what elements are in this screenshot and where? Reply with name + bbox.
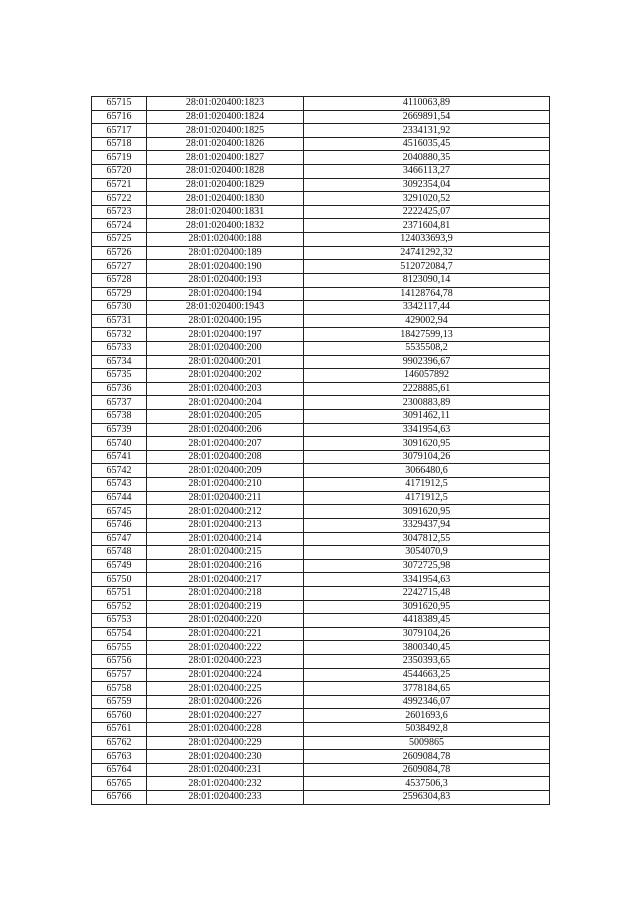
table-row [92,723,550,737]
table-row [92,137,550,151]
cadastral-number-cell: 28:01:020400:221 [147,627,304,641]
table-row [92,396,550,410]
cadastral-number-cell: 28:01:020400:231 [147,763,304,777]
table-row [92,736,550,750]
cadastral-value-cell: 4418389,45 [304,614,550,628]
cadastral-number-cell: 28:01:020400:218 [147,586,304,600]
row-number-cell: 65754 [92,627,147,641]
row-number-cell: 65741 [92,450,147,464]
table-row [92,668,550,682]
cadastral-value-cell: 2242715,48 [304,586,550,600]
cadastral-number-cell: 28:01:020400:189 [147,246,304,260]
cadastral-number-cell: 28:01:020400:222 [147,641,304,655]
table-row [92,682,550,696]
cadastral-number-cell: 28:01:020400:212 [147,505,304,519]
cadastral-value-cell: 9902396,67 [304,355,550,369]
cadastral-value-cell: 3291020,52 [304,192,550,206]
table-row [92,246,550,260]
cadastral-number-cell: 28:01:020400:205 [147,410,304,424]
row-number-cell: 65728 [92,273,147,287]
cadastral-value-cell: 2609084,78 [304,763,550,777]
table-row [92,233,550,247]
table-row [92,124,550,138]
cadastral-value-table [91,96,550,805]
cadastral-value-cell: 3329437,94 [304,518,550,532]
cadastral-number-cell: 28:01:020400:200 [147,341,304,355]
cadastral-number-cell: 28:01:020400:201 [147,355,304,369]
row-number-cell: 65745 [92,505,147,519]
cadastral-value-cell: 2601693,6 [304,709,550,723]
cadastral-value-cell: 3072725,98 [304,559,550,573]
table-row [92,777,550,791]
cadastral-value-cell: 3091620,95 [304,437,550,451]
cadastral-number-cell: 28:01:020400:1831 [147,205,304,219]
cadastral-value-cell: 2669891,54 [304,110,550,124]
row-number-cell: 65723 [92,205,147,219]
cadastral-number-cell: 28:01:020400:217 [147,573,304,587]
table-row [92,791,550,805]
cadastral-number-cell: 28:01:020400:227 [147,709,304,723]
table-row [92,518,550,532]
table-row [92,301,550,315]
cadastral-number-cell: 28:01:020400:232 [147,777,304,791]
cadastral-number-cell: 28:01:020400:210 [147,478,304,492]
row-number-cell: 65749 [92,559,147,573]
row-number-cell: 65737 [92,396,147,410]
table-row [92,355,550,369]
cadastral-number-cell: 28:01:020400:208 [147,450,304,464]
row-number-cell: 65718 [92,137,147,151]
row-number-cell: 65720 [92,165,147,179]
row-number-cell: 65751 [92,586,147,600]
table-row [92,219,550,233]
cadastral-value-cell: 124033693,9 [304,233,550,247]
row-number-cell: 65738 [92,410,147,424]
cadastral-number-cell: 28:01:020400:202 [147,369,304,383]
table-row [92,437,550,451]
cadastral-value-cell: 3091620,95 [304,505,550,519]
table-row [92,178,550,192]
cadastral-value-cell: 3079104,26 [304,450,550,464]
row-number-cell: 65735 [92,369,147,383]
cadastral-number-cell: 28:01:020400:226 [147,695,304,709]
cadastral-value-cell: 3054070,9 [304,546,550,560]
cadastral-number-cell: 28:01:020400:195 [147,314,304,328]
cadastral-number-cell: 28:01:020400:229 [147,736,304,750]
row-number-cell: 65727 [92,260,147,274]
row-number-cell: 65753 [92,614,147,628]
row-number-cell: 65760 [92,709,147,723]
row-number-cell: 65764 [92,763,147,777]
table-row [92,600,550,614]
table-row [92,614,550,628]
row-number-cell: 65765 [92,777,147,791]
cadastral-number-cell: 28:01:020400:1823 [147,97,304,111]
cadastral-value-cell: 18427599,13 [304,328,550,342]
cadastral-number-cell: 28:01:020400:1829 [147,178,304,192]
row-number-cell: 65748 [92,546,147,560]
cadastral-number-cell: 28:01:020400:215 [147,546,304,560]
row-number-cell: 65756 [92,654,147,668]
table-row [92,369,550,383]
table-row [92,205,550,219]
row-number-cell: 65750 [92,573,147,587]
cadastral-value-cell: 3341954,63 [304,423,550,437]
cadastral-number-cell: 28:01:020400:1828 [147,165,304,179]
table-row [92,491,550,505]
cadastral-value-cell: 3092354,04 [304,178,550,192]
cadastral-number-cell: 28:01:020400:1826 [147,137,304,151]
row-number-cell: 65755 [92,641,147,655]
table-row [92,287,550,301]
table-row [92,192,550,206]
table-row [92,260,550,274]
cadastral-value-cell: 3091462,11 [304,410,550,424]
cadastral-number-cell: 28:01:020400:1827 [147,151,304,165]
cadastral-value-cell: 3066480,6 [304,464,550,478]
row-number-cell: 65766 [92,791,147,805]
row-number-cell: 65743 [92,478,147,492]
table-row [92,586,550,600]
row-number-cell: 65752 [92,600,147,614]
cadastral-value-cell: 4171912,5 [304,491,550,505]
cadastral-value-cell: 4544663,25 [304,668,550,682]
row-number-cell: 65731 [92,314,147,328]
row-number-cell: 65721 [92,178,147,192]
cadastral-value-cell: 2040880,35 [304,151,550,165]
table-row [92,341,550,355]
cadastral-value-cell: 3341954,63 [304,573,550,587]
cadastral-value-cell: 4992346,07 [304,695,550,709]
cadastral-number-cell: 28:01:020400:224 [147,668,304,682]
cadastral-number-cell: 28:01:020400:206 [147,423,304,437]
table-row [92,314,550,328]
table-row [92,423,550,437]
table-row [92,532,550,546]
cadastral-value-cell: 3800340,45 [304,641,550,655]
cadastral-value-cell: 2334131,92 [304,124,550,138]
row-number-cell: 65746 [92,518,147,532]
cadastral-value-cell: 4110063,89 [304,97,550,111]
row-number-cell: 65726 [92,246,147,260]
cadastral-number-cell: 28:01:020400:228 [147,723,304,737]
table-row [92,709,550,723]
cadastral-number-cell: 28:01:020400:225 [147,682,304,696]
cadastral-value-cell: 5535508,2 [304,341,550,355]
cadastral-value-cell: 146057892 [304,369,550,383]
row-number-cell: 65715 [92,97,147,111]
cadastral-value-cell: 3047812,55 [304,532,550,546]
cadastral-number-cell: 28:01:020400:214 [147,532,304,546]
cadastral-value-cell: 4516035,45 [304,137,550,151]
cadastral-value-cell: 24741292,32 [304,246,550,260]
row-number-cell: 65742 [92,464,147,478]
table-row [92,641,550,655]
table-row [92,573,550,587]
row-number-cell: 65736 [92,382,147,396]
row-number-cell: 65733 [92,341,147,355]
cadastral-value-cell: 5038492,8 [304,723,550,737]
cadastral-value-cell: 2596304,83 [304,791,550,805]
cadastral-number-cell: 28:01:020400:216 [147,559,304,573]
table-row [92,750,550,764]
table-row [92,505,550,519]
row-number-cell: 65744 [92,491,147,505]
cadastral-number-cell: 28:01:020400:1825 [147,124,304,138]
cadastral-number-cell: 28:01:020400:207 [147,437,304,451]
cadastral-number-cell: 28:01:020400:230 [147,750,304,764]
cadastral-number-cell: 28:01:020400:209 [147,464,304,478]
table-row [92,273,550,287]
table-row [92,151,550,165]
cadastral-number-cell: 28:01:020400:1830 [147,192,304,206]
cadastral-value-cell: 5009865 [304,736,550,750]
row-number-cell: 65734 [92,355,147,369]
cadastral-number-cell: 28:01:020400:220 [147,614,304,628]
row-number-cell: 65716 [92,110,147,124]
row-number-cell: 65719 [92,151,147,165]
table-row [92,695,550,709]
table-row [92,546,550,560]
cadastral-value-cell: 2222425,07 [304,205,550,219]
row-number-cell: 65730 [92,301,147,315]
cadastral-number-cell: 28:01:020400:197 [147,328,304,342]
row-number-cell: 65732 [92,328,147,342]
table-row [92,450,550,464]
cadastral-number-cell: 28:01:020400:1943 [147,301,304,315]
row-number-cell: 65762 [92,736,147,750]
cadastral-number-cell: 28:01:020400:233 [147,791,304,805]
cadastral-number-cell: 28:01:020400:213 [147,518,304,532]
row-number-cell: 65729 [92,287,147,301]
cadastral-value-cell: 3778184,65 [304,682,550,696]
row-number-cell: 65747 [92,532,147,546]
cadastral-number-cell: 28:01:020400:223 [147,654,304,668]
row-number-cell: 65740 [92,437,147,451]
table-row [92,464,550,478]
row-number-cell: 65722 [92,192,147,206]
cadastral-value-cell: 2300883,89 [304,396,550,410]
cadastral-value-cell: 4171912,5 [304,478,550,492]
row-number-cell: 65717 [92,124,147,138]
cadastral-value-cell: 2228885,61 [304,382,550,396]
table-row [92,478,550,492]
table-row [92,654,550,668]
cadastral-number-cell: 28:01:020400:194 [147,287,304,301]
cadastral-value-cell: 3079104,26 [304,627,550,641]
table-row [92,97,550,111]
cadastral-number-cell: 28:01:020400:203 [147,382,304,396]
row-number-cell: 65761 [92,723,147,737]
row-number-cell: 65725 [92,233,147,247]
cadastral-number-cell: 28:01:020400:1832 [147,219,304,233]
table-row [92,627,550,641]
cadastral-number-cell: 28:01:020400:1824 [147,110,304,124]
table-body [92,97,550,805]
cadastral-number-cell: 28:01:020400:204 [147,396,304,410]
cadastral-value-cell: 2350393,65 [304,654,550,668]
cadastral-value-cell: 8123090,14 [304,273,550,287]
cadastral-value-cell: 512072084,7 [304,260,550,274]
row-number-cell: 65757 [92,668,147,682]
row-number-cell: 65724 [92,219,147,233]
cadastral-number-cell: 28:01:020400:211 [147,491,304,505]
row-number-cell: 65758 [92,682,147,696]
cadastral-number-cell: 28:01:020400:219 [147,600,304,614]
cadastral-value-cell: 3091620,95 [304,600,550,614]
row-number-cell: 65763 [92,750,147,764]
table-row [92,410,550,424]
cadastral-value-cell: 2609084,78 [304,750,550,764]
table-row [92,559,550,573]
table-row [92,763,550,777]
table-row [92,382,550,396]
row-number-cell: 65739 [92,423,147,437]
table-row [92,110,550,124]
cadastral-value-cell: 429002,94 [304,314,550,328]
cadastral-value-cell: 2371604,81 [304,219,550,233]
cadastral-number-cell: 28:01:020400:190 [147,260,304,274]
cadastral-value-cell: 14128764,78 [304,287,550,301]
cadastral-number-cell: 28:01:020400:188 [147,233,304,247]
cadastral-number-cell: 28:01:020400:193 [147,273,304,287]
table-row [92,328,550,342]
cadastral-value-cell: 3342117,44 [304,301,550,315]
cadastral-value-cell: 3466113,27 [304,165,550,179]
table-row [92,165,550,179]
row-number-cell: 65759 [92,695,147,709]
cadastral-value-cell: 4537506,3 [304,777,550,791]
